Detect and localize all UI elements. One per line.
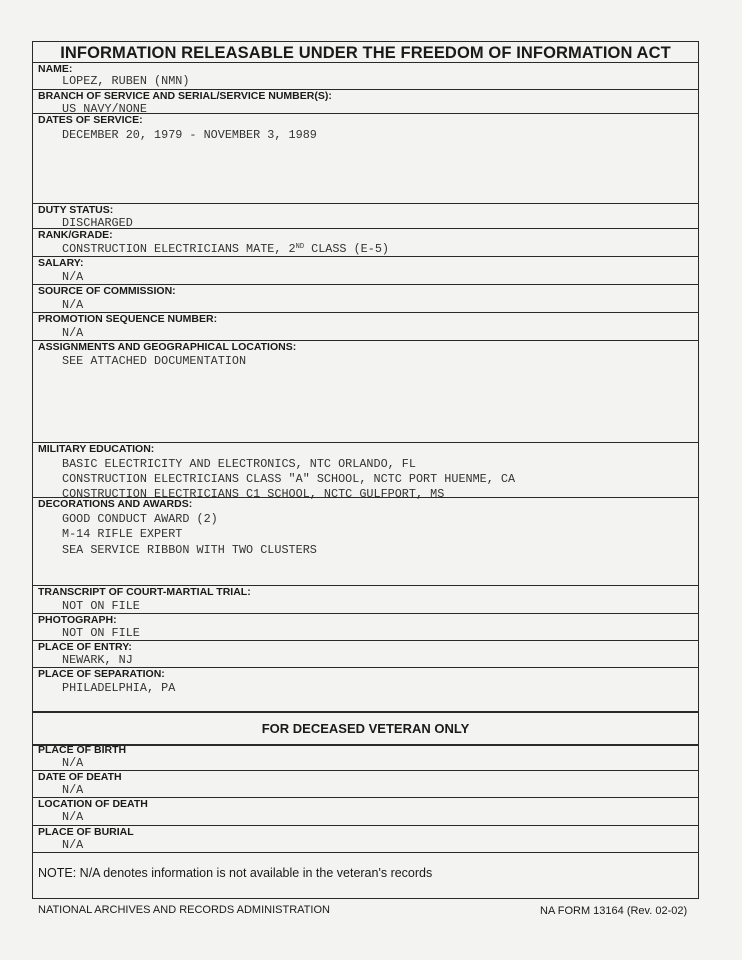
place-of-separation-label: PLACE OF SEPARATION: [38, 668, 165, 680]
section-photograph [33, 613, 698, 641]
foia-form [32, 41, 699, 899]
place-of-entry-label: PLACE OF ENTRY: [38, 641, 132, 653]
rank-value-main: CONSTRUCTION ELECTRICIANS MATE, 2 [62, 242, 296, 256]
place-of-birth-label: PLACE OF BIRTH [38, 744, 127, 756]
section-date-of-death [33, 770, 698, 798]
branch-label: BRANCH OF SERVICE AND SERIAL/SERVICE NUMBER(S): [38, 90, 332, 102]
section-place-of-birth [33, 744, 698, 770]
assignments-label: ASSIGNMENTS AND GEOGRAPHICAL LOCATIONS: [38, 341, 297, 353]
footer-agency: NATIONAL ARCHIVES AND RECORDS ADMINISTRATION [38, 904, 330, 916]
promotion-label: PROMOTION SEQUENCE NUMBER: [38, 313, 218, 325]
section-rank [33, 228, 698, 257]
section-name [33, 62, 698, 90]
promotion-value: N/A [62, 326, 84, 340]
commission-value: N/A [62, 298, 84, 312]
date-of-death-label: DATE OF DEATH [38, 771, 122, 783]
place-of-entry-value: NEWARK, NJ [62, 653, 133, 667]
section-education [33, 442, 698, 501]
education-item: CONSTRUCTION ELECTRICIANS CLASS "A" SCHOOL, NCTC PORT HUENME, CA [62, 472, 516, 486]
rank-value-class: CLASS (E-5) [304, 242, 389, 256]
branch-value: US NAVY/NONE [62, 102, 147, 116]
section-salary [33, 256, 698, 285]
deceased-heading: FOR DECEASED VETERAN ONLY [33, 711, 698, 746]
location-of-death-value: N/A [62, 810, 84, 824]
place-of-birth-value: N/A [62, 756, 84, 770]
section-place-of-burial [33, 825, 698, 853]
education-item: CONSTRUCTION ELECTRICIANS C1 SCHOOL, NCTC GULFPORT, MS [62, 487, 445, 501]
date-of-death-value: N/A [62, 783, 84, 797]
section-dates [33, 113, 698, 204]
form-title: INFORMATION RELEASABLE UNDER THE FREEDOM OF INFORMATION ACT [60, 44, 671, 62]
commission-label: SOURCE OF COMMISSION: [38, 285, 176, 297]
education-item: BASIC ELECTRICITY AND ELECTRONICS, NTC ORLANDO, FL [62, 457, 416, 471]
salary-value: N/A [62, 270, 84, 284]
rank-value [62, 242, 389, 257]
duty-value: DISCHARGED [62, 216, 133, 230]
salary-label: SALARY: [38, 257, 84, 269]
section-awards [33, 497, 698, 586]
dates-value: DECEMBER 20, 1979 - NOVEMBER 3, 1989 [62, 128, 317, 142]
dates-label: DATES OF SERVICE: [38, 114, 143, 126]
section-branch [33, 89, 698, 114]
location-of-death-label: LOCATION OF DEATH [38, 798, 148, 810]
name-label: NAME: [38, 63, 73, 75]
court-martial-label: TRANSCRIPT OF COURT-MARTIAL TRIAL: [38, 586, 251, 598]
section-assignments [33, 340, 698, 443]
award-item: GOOD CONDUCT AWARD (2) [62, 512, 218, 526]
education-label: MILITARY EDUCATION: [38, 443, 155, 455]
rank-value-suffix: ND [295, 243, 305, 251]
section-commission [33, 284, 698, 313]
assignments-value: SEE ATTACHED DOCUMENTATION [62, 354, 247, 368]
award-item: SEA SERVICE RIBBON WITH TWO CLUSTERS [62, 543, 317, 557]
section-promotion [33, 312, 698, 341]
footer-form-number: NA FORM 13164 (Rev. 02-02) [540, 905, 688, 917]
place-of-separation-value: PHILADELPHIA, PA [62, 681, 176, 695]
section-place-of-entry [33, 640, 698, 668]
court-martial-value: NOT ON FILE [62, 599, 140, 613]
section-location-of-death [33, 797, 698, 826]
award-item: M-14 RIFLE EXPERT [62, 527, 183, 541]
duty-label: DUTY STATUS: [38, 204, 114, 216]
photograph-value: NOT ON FILE [62, 626, 140, 640]
awards-label: DECORATIONS AND AWARDS: [38, 498, 193, 510]
section-place-of-separation [33, 667, 698, 712]
section-duty [33, 203, 698, 229]
rank-label: RANK/GRADE: [38, 229, 113, 241]
name-value: LOPEZ, RUBEN (NMN) [62, 74, 190, 88]
photograph-label: PHOTOGRAPH: [38, 614, 117, 626]
place-of-burial-value: N/A [62, 838, 84, 852]
note-text: NOTE: N/A denotes information is not available in the veteran's records [38, 866, 433, 880]
section-court-martial [33, 585, 698, 614]
place-of-burial-label: PLACE OF BURIAL [38, 826, 134, 838]
